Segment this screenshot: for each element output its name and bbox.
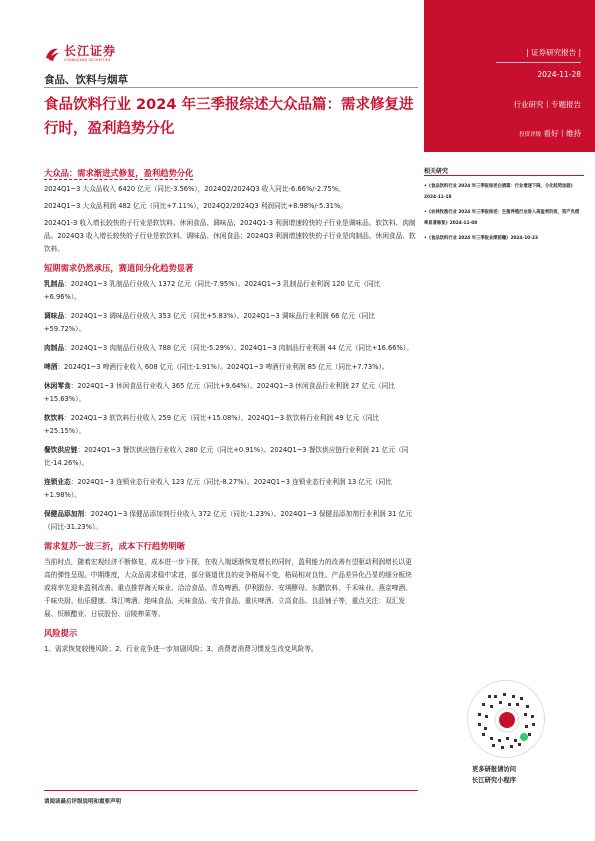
related-report-link[interactable]: •《食品饮料行业 2024 年三季报业绩前瞻》2024-10-23 — [424, 236, 538, 241]
qr-code-icon — [468, 681, 545, 758]
segment-text: ：2024Q1~3 肉制品行业收入 788 亿元（同比-5.29%）。2024Q1~3 肉制品行业利润 44 亿元（同比+16.66%）。 — [64, 344, 413, 352]
report-category: 行业研究丨专题报告 — [513, 100, 581, 109]
segment-label: 乳制品 — [44, 280, 65, 288]
qr-caption-line: 更多研报请访问 — [472, 766, 517, 773]
industry-category: 食品、饮料与烟草 — [44, 74, 128, 86]
investment-rating — [519, 128, 581, 139]
report-type: | 证券研究报告 | — [526, 48, 581, 57]
segment-label: 连锁业态 — [44, 478, 71, 486]
segment-label: 调味品 — [44, 312, 65, 320]
segment-paragraph — [44, 444, 416, 470]
segment-paragraph — [44, 412, 416, 438]
report-body — [44, 161, 416, 662]
report-info-panel — [424, 0, 595, 152]
segment-label: 软饮料 — [44, 414, 65, 422]
segment-text: ：2024Q1~3 软饮料行业收入 259 亿元（同比+15.08%）。2024Q1~3 软饮料行业利润 49 亿元（同比+25.15%）。 — [44, 414, 380, 435]
report-title: 食品饮料行业 2024 年三季报综述大众品篇：需求修复进行时，盈利趋势分化 — [44, 97, 414, 137]
segment-text: ：2024Q1~3 餐饮供应链行业收入 280 亿元（同比+0.91%）。2024Q1~3 餐饮供应链行业利润 21 亿元（同比-14.26%）。 — [44, 446, 409, 467]
segment-paragraph — [44, 508, 416, 534]
paragraph: 1、需求恢复较慢风险；2、行业竞争进一步加剧风险；3、消费者消费习惯发生改变风险等。 — [44, 645, 318, 653]
qr-caption-line: 长江研究小程序 — [472, 777, 517, 784]
segment-text: ：2024Q1~3 保健品添加剂行业收入 372 亿元（同比-1.23%）。2024Q1~3 保健品添加剂行业利润 31 亿元（同比-31.23%）。 — [44, 510, 412, 531]
segment-paragraph — [44, 310, 416, 336]
segment-paragraph — [44, 476, 416, 502]
paragraph: 2024Q1~3 大众品收入 6420 亿元（同比-3.56%），2024Q2/2024Q3 收入同比-6.66%/-2.75%。 — [44, 185, 345, 193]
brand-name-en: CHANGJIANG SECURITIES — [64, 58, 111, 62]
paragraph: 2024Q1-3 收入增长较快的子行业是软饮料、休闲食品、调味品；2024Q1-3 利润增速较快的子行业是调味品、软饮料、肉制品。2024Q3 收入增长较快的子行业是软饮料、调味品、休闲食品；2024Q3 利润增速较快的子行业是肉制品、休闲食品、软饮料。 — [44, 219, 416, 253]
segment-text: ：2024Q1~3 乳制品行业收入 1372 亿元（同比-7.95%）。2024Q1~3 乳制品行业利润 120 亿元（同比+6.96%）。 — [44, 280, 381, 301]
related-report-link[interactable]: •《农林牧渔行业 2024 年三季报综述：生猪养殖行业进入高盈利阶段，资产负债率显著修复》2024-11-08 — [424, 210, 580, 226]
rating-value: 看好丨维持 — [543, 129, 581, 138]
related-research-list — [424, 181, 582, 248]
disclaimer-note: 请阅读最后评级说明和重要声明 — [44, 799, 122, 805]
segment-paragraph — [44, 361, 416, 374]
logo-mark-icon — [44, 46, 60, 62]
panel-divider — [496, 62, 581, 63]
segment-text: ：2024Q1~3 休闲食品行业收入 365 亿元（同比+9.64%）。2024Q1~3 休闲食品行业利润 27 亿元（同比+15.63%）。 — [44, 382, 396, 403]
paragraph: 2024Q1~3 大众品利润 482 亿元（同比+7.11%），2024Q2/2024Q3 利润同比+8.98%/-5.31%。 — [44, 202, 347, 210]
brand-logo — [44, 44, 116, 64]
footer-divider — [44, 790, 418, 791]
mini-program-qr-code[interactable] — [467, 680, 545, 758]
section-heading: 需求复苏一波三折，成本下行趋势明晰 — [44, 541, 186, 551]
segment-paragraph — [44, 278, 416, 304]
section-heading: 短期需求仍然承压，赛道间分化趋势显著 — [44, 263, 194, 273]
section-heading: 风险提示 — [44, 628, 78, 638]
segment-paragraph — [44, 342, 416, 355]
segment-text: ：2024Q1~3 调味品行业收入 353 亿元（同比+5.83%）。2024Q1~3 调味品行业利润 66 亿元（同比+59.72%）。 — [44, 312, 375, 333]
related-report-link[interactable]: •《食品饮料行业 2024 年三季报综述白酒篇：行业增速下降，分化趋势加剧》2024-11-18 — [424, 184, 575, 200]
segment-label: 啤酒 — [44, 363, 58, 371]
category-divider — [44, 87, 418, 88]
report-date: 2024-11-28 — [537, 70, 581, 79]
related-research-title: 相关研究 — [424, 168, 449, 175]
segment-label: 保健品添加剂 — [44, 510, 85, 518]
rating-label: 投资评级 — [519, 132, 542, 138]
segment-label: 休闲零食 — [44, 382, 71, 390]
segment-label: 肉制品 — [44, 344, 65, 352]
segment-paragraph — [44, 380, 416, 406]
paragraph: 当前时点，随着宏观经济不断修复，成本进一步下探，在收入端逐渐恢复增长的同时，盈利能力的改善有望驱动利润增长以更高的弹性呈现。中期维度，大众品需求稳中求进，部分赛道优良的竞争格局不变，格局相对良性、产品差异化凸显的细分板块或将率先迎来盈利改善。重点推荐海天味业、洽洽食品、青岛啤酒、伊利股份、安琪酵母、东鹏饮料、千禾味业、燕京啤酒、千味央厨、仙乐健康、珠江啤酒、绝味食品、天味食品、安井食品、重庆啤酒、立高食品、良品铺子等，重点关注：双汇发展、恒顺醋业、日辰股份、涪陵榨菜等。 — [44, 558, 412, 618]
segment-label: 餐饮供应链 — [44, 446, 78, 454]
segment-text: ：2024Q1~3 连锁业态行业收入 123 亿元（同比-8.27%）。2024Q1~3 连锁业态行业利润 13 亿元（同比+1.98%）。 — [44, 478, 392, 499]
section-heading: 大众品：需求渐进式修复，盈利趋势分化 — [44, 168, 194, 178]
segment-text: ：2024Q1~3 啤酒行业收入 608 亿元（同比-1.91%）。2024Q1~3 啤酒行业利润 85 亿元（同比+7.73%）。 — [57, 363, 389, 371]
brand-name-cn: 长江证券 — [64, 44, 117, 58]
qr-caption — [472, 764, 516, 786]
related-divider — [424, 175, 584, 176]
